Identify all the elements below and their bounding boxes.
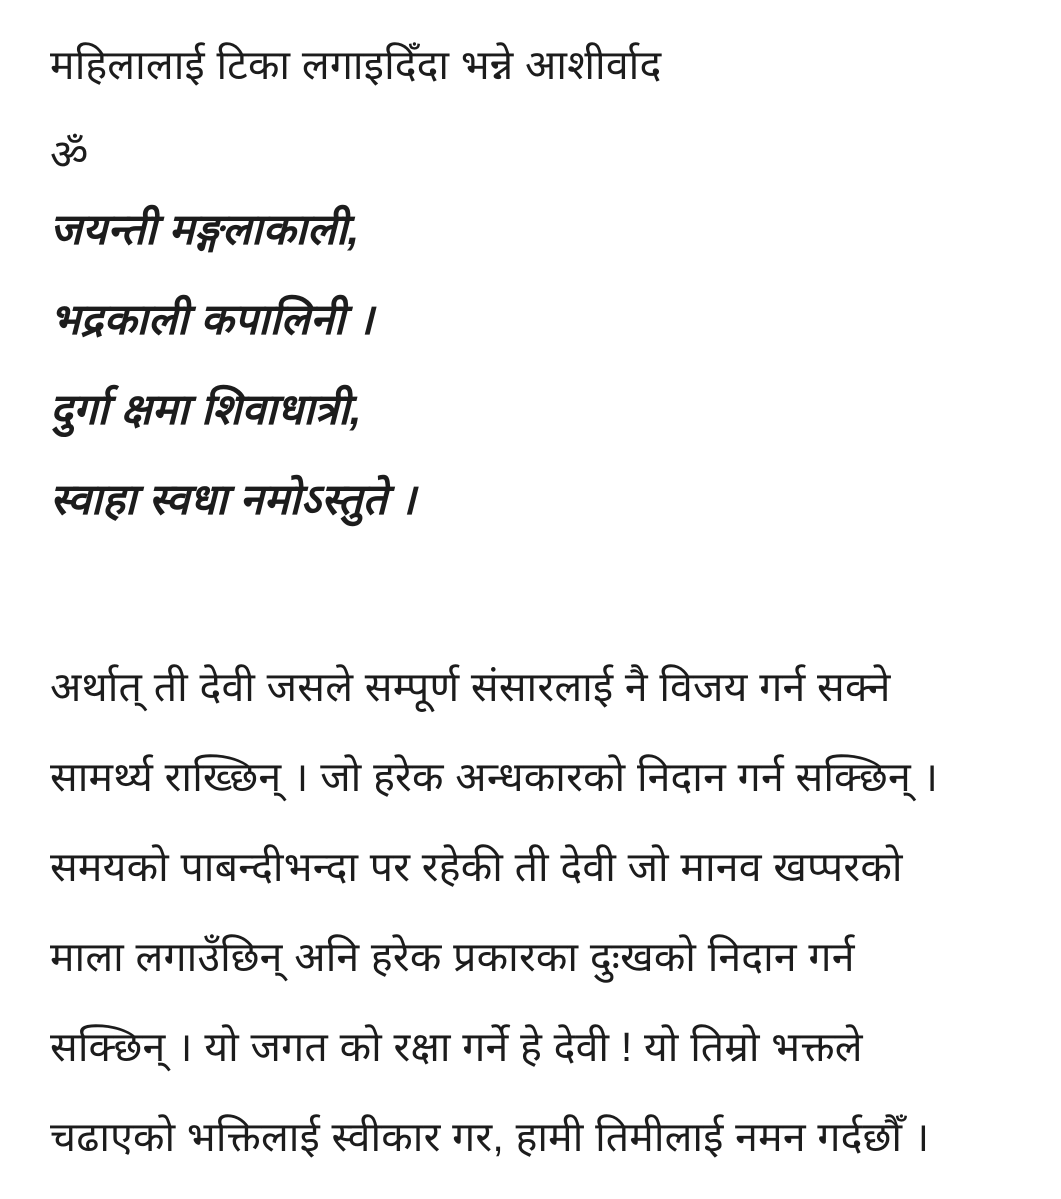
mantra-line: जयन्ती मङ्गलाकाली, <box>50 206 360 254</box>
meaning-line: माला लगाउँछिन् अनि हरेक प्रकारका दुःखको निदान गर्न <box>50 934 855 980</box>
mantra-block <box>50 185 1021 545</box>
article-intro-line: महिलालाई टिका लगाइदिँदा भन्ने आशीर्वाद <box>50 42 662 88</box>
om-symbol: ॐ <box>50 131 89 178</box>
meaning-line: सामर्थ्य राख्छिन् । जो हरेक अन्धकारको निदान गर्न सक्छिन् । <box>50 754 939 800</box>
meaning-line: समयको पाबन्दीभन्दा पर रहेकी ती देवी जो मानव खप्परको <box>50 844 903 890</box>
meaning-line: अर्थात् ती देवी जसले सम्पूर्ण संसारलाई नै विजय गर्न सक्ने <box>50 664 891 710</box>
mantra-line: दुर्गा क्षमा शिवाधात्री, <box>50 386 362 434</box>
meaning-line: चढाएको भक्तिलाई स्वीकार गर, हामी तिमीलाई नमन गर्दछौँ । <box>50 1114 930 1160</box>
mantra-line: स्वाहा स्वधा नमोऽस्तुते । <box>50 476 416 524</box>
meaning-line: सक्छिन् । यो जगत को रक्षा गर्ने हे देवी ! यो तिम्रो भक्तले <box>50 1024 863 1070</box>
meaning-paragraph <box>50 642 1021 1182</box>
mantra-line: भद्रकाली कपालिनी । <box>50 296 374 344</box>
